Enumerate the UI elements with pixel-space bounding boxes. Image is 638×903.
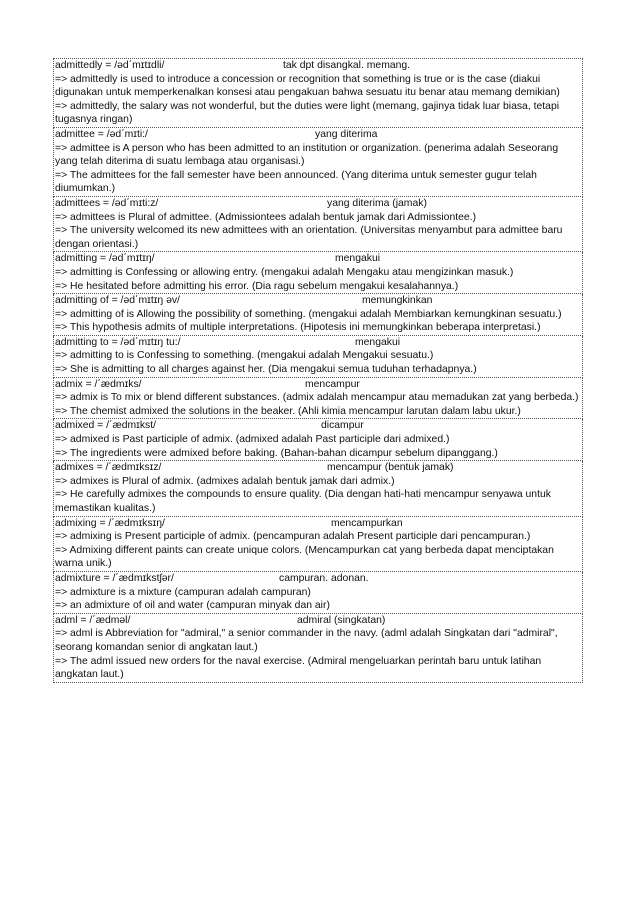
entry-admittees	[53, 197, 583, 252]
entry-admitting	[53, 252, 583, 294]
definition-line: => admixture is a mixture (campuran adalah campuran)	[55, 586, 311, 598]
headword: admix = /΄ædmɪks/	[55, 378, 142, 390]
entry-head	[55, 378, 581, 392]
entry-admixes	[53, 461, 583, 516]
translation: mengakui	[335, 253, 381, 265]
definition-line: => admixed is Past participle of admix. (admixed adalah Past participle dari admixed.)	[55, 434, 450, 446]
example-line: => Admixing different paints can create unique colors. (Mencampurkan cat yang berbeda dapat menciptakan warna unik.)	[55, 544, 554, 570]
entry-head	[55, 336, 581, 350]
entry-admixture	[53, 572, 583, 614]
definition-line: => admitting of is Allowing the possibility of something. (mengakui adalah Membiarkan kemungkinan sesuatu.)	[55, 308, 562, 320]
headword: admixed = /΄ædmɪkst/	[55, 420, 156, 432]
headword: admitting to = /əd΄mɪtɪŋ tu:/	[55, 336, 181, 348]
definition-line: => admittedly is used to introduce a concession or recognition that something is true or is the case (diakui digunakan untuk memperkenalkan konsesi atau pengakuan bahwa sesuatu itu benar atau memang demikian)	[55, 73, 560, 99]
entry-head	[55, 419, 581, 433]
translation: memungkinkan	[362, 295, 433, 307]
headword: adml = /΄ædməl/	[55, 614, 131, 626]
headword: admittee = /əd΄mɪti:/	[55, 128, 148, 140]
entry-head	[55, 572, 581, 586]
translation: mencampurkan	[331, 517, 403, 529]
entry-admix	[53, 378, 583, 420]
translation: dicampur	[321, 420, 364, 432]
definition-line: => admix is To mix or blend different substances. (admix adalah mencampur atau memadukan zat yang berbeda.)	[55, 392, 579, 404]
example-line: => The university welcomed its new admittees with an orientation. (Universitas menyambut para admittee baru dengan orientasi.)	[55, 225, 563, 250]
entry-adml	[53, 614, 583, 683]
dictionary-page	[53, 58, 583, 683]
example-line: => admittedly, the salary was not wonderful, but the duties were light (memang, gajinya tidak luar biasa, tetapi tugasnya ringan)	[55, 100, 560, 126]
entry-head	[55, 197, 581, 211]
entry-head	[55, 59, 581, 73]
definition-line: => admixes is Plural of admix. (admixes adalah bentuk jamak dari admix.)	[55, 475, 395, 487]
translation: yang diterima	[315, 128, 378, 140]
entry-admitting-to	[53, 336, 583, 378]
translation: tak dpt disangkal. memang.	[283, 60, 411, 71]
entry-admittedly	[53, 58, 583, 128]
example-line: => This hypothesis admits of multiple interpretations. (Hipotesis ini memungkinkan beberapa interpretasi.)	[55, 322, 541, 334]
entry-head	[55, 128, 581, 142]
entry-admixing	[53, 517, 583, 572]
definition-line: => admittee is A person who has been admitted to an institution or organization. (penerima adalah Seseorang yang telah diterima di suatu lembaga atau organisasi.)	[55, 142, 559, 168]
entry-head	[55, 461, 581, 475]
translation: mencampur (bentuk jamak)	[327, 462, 454, 474]
entry-admitting-of	[53, 294, 583, 336]
example-line: => The ingredients were admixed before baking. (Bahan-bahan dicampur sebelum dipanggang.)	[55, 447, 498, 459]
headword: admixture = /΄ædmɪkstʃər/	[55, 572, 174, 584]
example-line: => He carefully admixes the compounds to ensure quality. (Dia dengan hati-hati mencampur senyawa untuk memastikan kualitas.)	[55, 489, 551, 514]
definition-line: => admitting to is Confessing to something. (mengakui adalah Mengakui sesuatu.)	[55, 350, 434, 362]
example-line: => The admittees for the fall semester have been announced. (Yang diterima untuk semester gugur telah diumumkan.)	[55, 169, 537, 195]
headword: admittedly = /əd΄mɪtɪdli/	[55, 60, 165, 71]
definition-line: => admittees is Plural of admittee. (Admissiontees adalah bentuk jamak dari Admissiontee.)	[55, 211, 477, 223]
definition-line: => adml is Abbreviation for "admiral," a senior commander in the navy. (adml adalah Singkatan dari "admiral", seorang komandan senior di angkatan laut.)	[55, 628, 558, 653]
translation: campuran. adonan.	[279, 572, 369, 584]
example-line: => She is admitting to all charges against her. (Dia mengakui semua tuduhan terhadapnya.)	[55, 364, 477, 376]
entry-head	[55, 252, 581, 266]
entry-admixed	[53, 419, 583, 461]
headword: admixing = /΄ædmɪksɪŋ/	[55, 517, 165, 529]
headword: admitting = /əd΄mɪtɪŋ/	[55, 253, 155, 265]
entry-head	[55, 517, 581, 531]
example-line: => an admixture of oil and water (campuran minyak dan air)	[55, 600, 330, 612]
entry-admittee	[53, 128, 583, 197]
headword: admittees = /əd΄mɪti:z/	[55, 197, 159, 209]
example-line: => The chemist admixed the solutions in the beaker. (Ahli kimia mencampur larutan dalam labu ukur.)	[55, 405, 521, 417]
headword: admitting of = /əd΄mɪtɪŋ əv/	[55, 295, 180, 307]
translation: admiral (singkatan)	[297, 614, 386, 626]
example-line: => The adml issued new orders for the naval exercise. (Admiral mengeluarkan perintah baru untuk latihan angkatan laut.)	[55, 655, 542, 681]
translation: mencampur	[305, 378, 360, 390]
translation: mengakui	[355, 336, 401, 348]
definition-line: => admitting is Confessing or allowing entry. (mengakui adalah Mengaku atau mengizinkan masuk.)	[55, 266, 514, 278]
translation: yang diterima (jamak)	[327, 197, 427, 209]
definition-line: => admixing is Present participle of admix. (pencampuran adalah Present participle dari pencampuran.)	[55, 531, 531, 543]
headword: admixes = /΄ædmɪksɪz/	[55, 462, 162, 474]
entry-head	[55, 614, 581, 628]
entry-head	[55, 294, 581, 308]
example-line: => He hesitated before admitting his error. (Dia ragu sebelum mengakui kesalahannya.)	[55, 280, 459, 292]
